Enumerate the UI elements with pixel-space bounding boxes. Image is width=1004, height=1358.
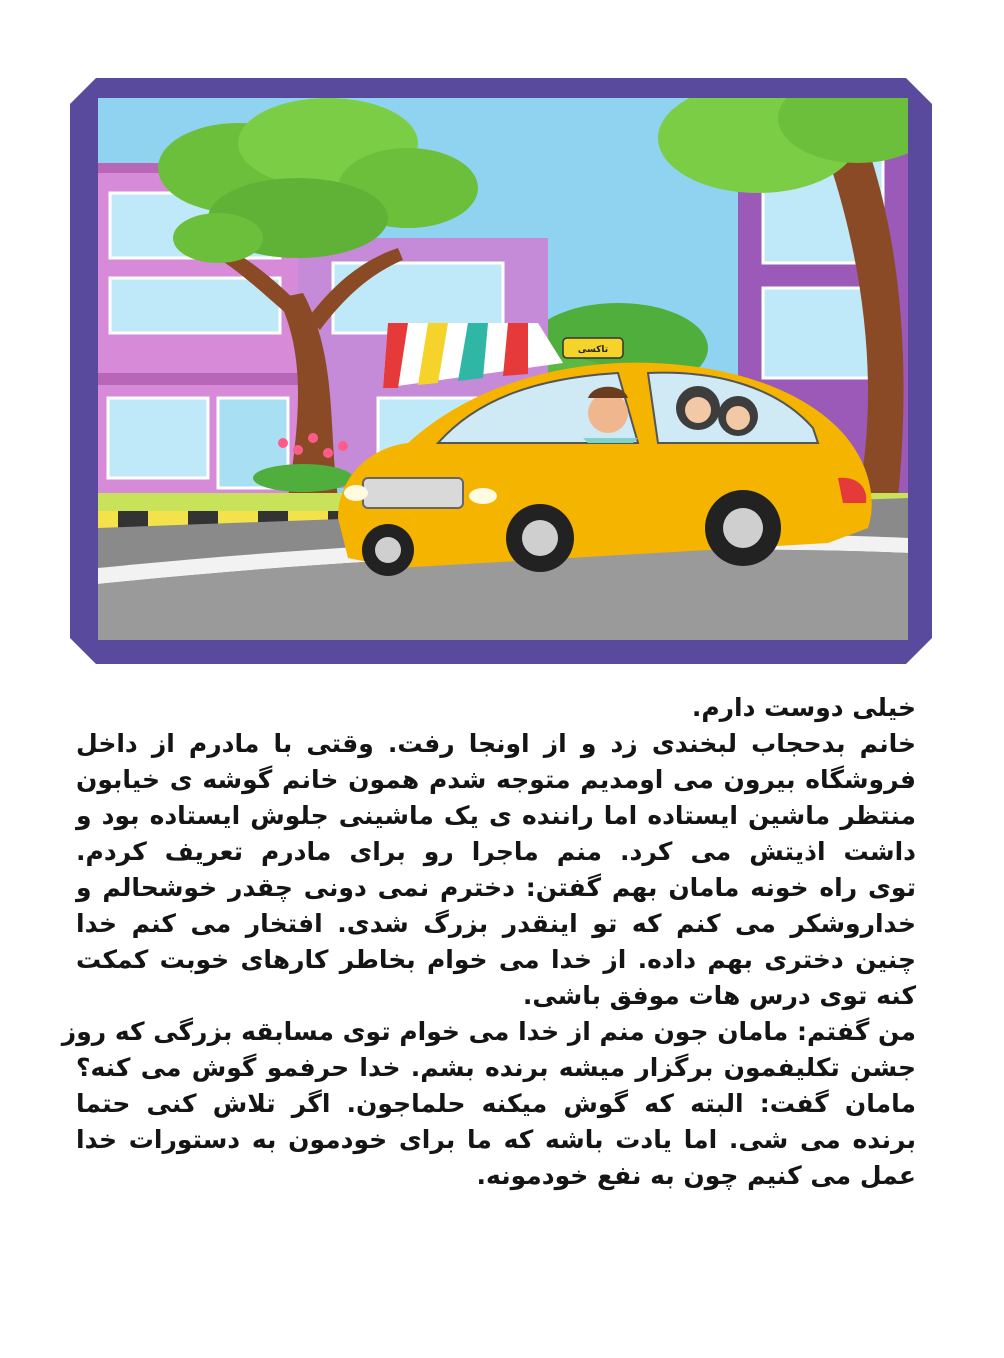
story-line: خیلی دوست دارم. [691, 693, 916, 722]
story-line: کنه توی درس هات موفق باشی. [522, 981, 916, 1010]
story-line: داشت اذیتش می کرد. منم ماجرا رو برای مادرم تعریف کردم. [76, 837, 916, 866]
driver [588, 393, 628, 433]
story-line: عمل می کنیم چون به نفع خودمونه. [476, 1161, 916, 1190]
taxi-sign-text: تاکسی [577, 345, 609, 355]
story-line: توی راه خونه مامان بهم گفتن: دخترم نمی دونی چقدر خوشحالم و [76, 873, 916, 902]
taxi-grille [363, 478, 463, 508]
story-line: چنین دختری بهم داده. از خدا می خوام بخاطر کارهای خوبت کمکت [76, 945, 916, 974]
story-line: من گفتم: مامان جون منم از خدا می خوام توی مسابقه بزرگی که روز [61, 1017, 916, 1046]
story-line: خانم بدحجاب لبخندی زد و از اونجا رفت. وقتی با مادرم از داخل [76, 729, 916, 758]
story-line: جشن تکلیفمون برگزار میشه برنده بشم. خدا حرفمو گوش می کنه؟ [76, 1053, 916, 1082]
story-line: مامان گفت: البته که گوش میکنه حلماجون. اگر تلاش کنی حتما [76, 1089, 916, 1118]
story-line: منتظر ماشین ایستاده اما راننده ی یک ماشینی جلوش ایستاده بود و [76, 801, 916, 830]
story-text [61, 690, 916, 1194]
story-line: خداروشکر می کنم که تو اینقدر بزرگ شدی. افتخار می کنم خدا [76, 909, 916, 938]
story-line: برنده می شی. اما یادت باشه که ما برای خودمون به دستورات خدا [76, 1125, 916, 1154]
story-line: فروشگاه بیرون می اومدیم متوجه شدم همون خانم گوشه ی خیابون [76, 765, 916, 794]
story-illustration [98, 98, 908, 640]
